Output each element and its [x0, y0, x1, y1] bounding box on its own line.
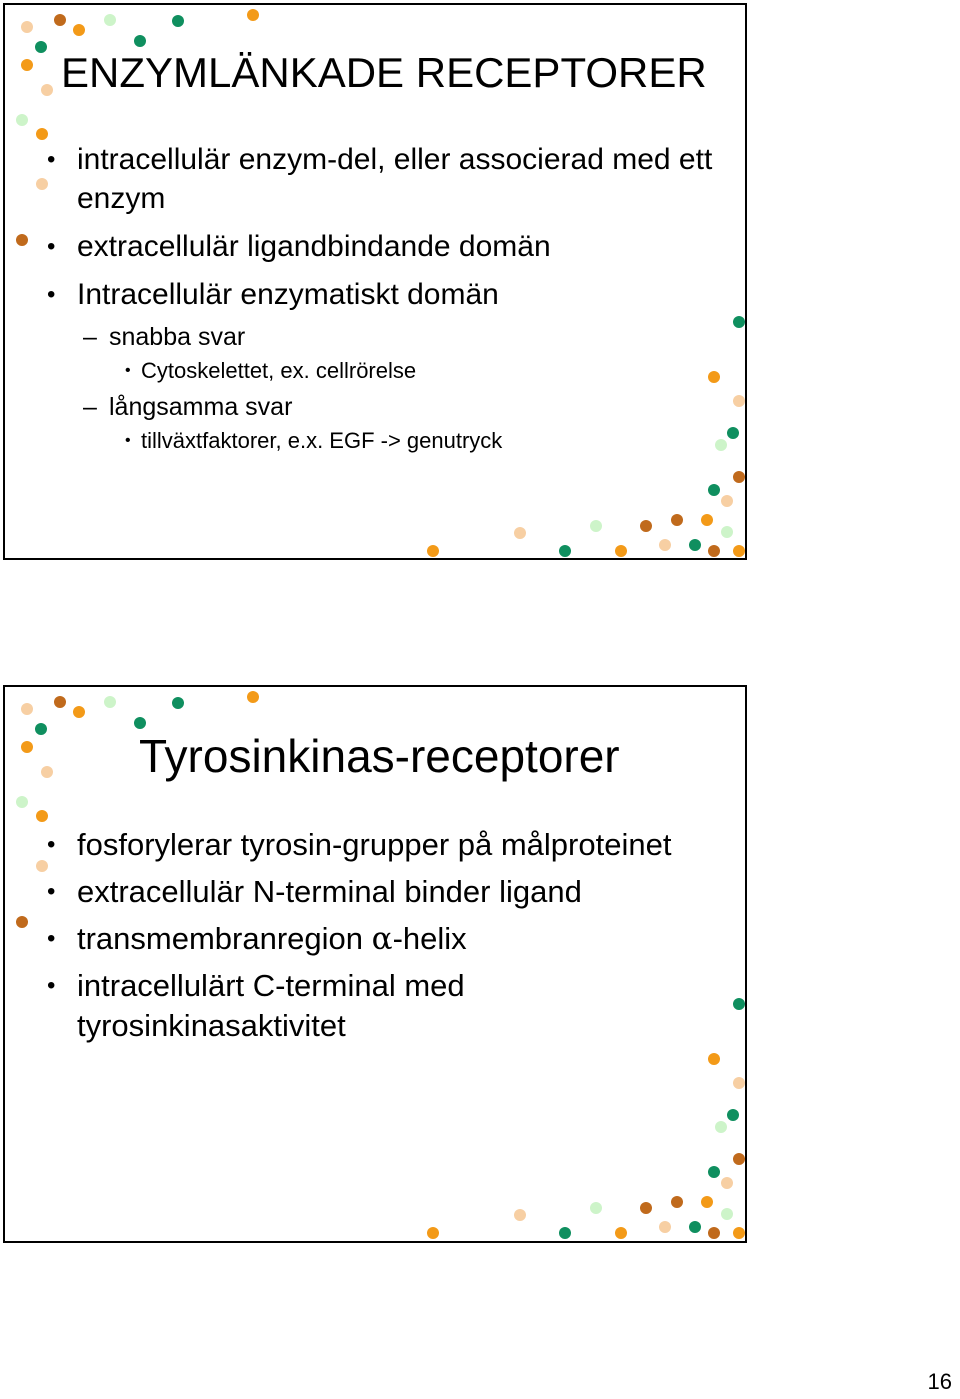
- decorative-dot: [21, 703, 33, 715]
- decorative-dot: [733, 545, 745, 557]
- decorative-dot: [54, 14, 66, 26]
- decorative-dot: [35, 723, 47, 735]
- helix-prefix: transmembranregion: [77, 921, 372, 956]
- decorative-dot: [640, 1202, 652, 1214]
- decorative-dot: [427, 1227, 439, 1239]
- decorative-dot: [659, 1221, 671, 1233]
- bullet-item: • Intracellulär enzymatiskt domän: [45, 275, 735, 314]
- decorative-dot: [21, 59, 33, 71]
- decorative-dot: [689, 539, 701, 551]
- decorative-dot: [708, 1227, 720, 1239]
- bullet-list: [45, 825, 735, 1053]
- decorative-dot: [721, 1208, 733, 1220]
- decorative-dot: [590, 520, 602, 532]
- decorative-dot: [701, 1196, 713, 1208]
- decorative-dot: [16, 114, 28, 126]
- decorative-dot: [559, 1227, 571, 1239]
- decorative-dot: [41, 766, 53, 778]
- decorative-dot: [134, 35, 146, 47]
- page-number: 16: [927, 1369, 952, 1394]
- bullet-item-helix: [45, 919, 735, 959]
- decorative-dot: [671, 1196, 683, 1208]
- slide-title: Tyrosinkinas-receptorer: [139, 730, 620, 782]
- bullet-item: • extracellulär ligandbindande domän: [45, 227, 735, 266]
- decorative-dot: [514, 1209, 526, 1221]
- decorative-dot: [733, 471, 745, 483]
- decorative-dot: [54, 696, 66, 708]
- decorative-dot: [727, 1109, 739, 1121]
- decorative-dot: [172, 697, 184, 709]
- decorative-dot: [615, 1227, 627, 1239]
- slide-tyrosinkinas-receptorer: [3, 685, 747, 1243]
- decorative-dot: [36, 128, 48, 140]
- decorative-dot: [21, 21, 33, 33]
- decorative-dot: [708, 484, 720, 496]
- decorative-dot: [701, 514, 713, 526]
- decorative-dot: [41, 84, 53, 96]
- decorative-dot: [715, 1121, 727, 1133]
- decorative-dot: [35, 41, 47, 53]
- bullet-item: • intracellulärt C-terminal med tyrosinkinasaktivitet: [45, 966, 735, 1046]
- decorative-dot: [733, 1153, 745, 1165]
- bullet-list: [45, 140, 735, 463]
- slide-enzymlankade-receptorer: [3, 3, 747, 560]
- sub-sub-bullet-item: • tillväxtfaktorer, e.x. EGF -> genutryck: [45, 427, 735, 455]
- decorative-dot: [590, 1202, 602, 1214]
- decorative-dot: [73, 706, 85, 718]
- sub-bullet-item: – snabba svar: [45, 321, 735, 353]
- decorative-dot: [134, 717, 146, 729]
- decorative-dot: [671, 514, 683, 526]
- decorative-dot: [708, 1053, 720, 1065]
- decorative-dot: [659, 539, 671, 551]
- decorative-dot: [104, 696, 116, 708]
- decorative-dot: [36, 810, 48, 822]
- decorative-dot: [721, 526, 733, 538]
- decorative-dot: [247, 9, 259, 21]
- decorative-dot: [16, 234, 28, 246]
- decorative-dot: [16, 916, 28, 928]
- sub-bullet-item: – långsamma svar: [45, 391, 735, 423]
- decorative-dot: [615, 545, 627, 557]
- decorative-dot: [708, 545, 720, 557]
- decorative-dot: [721, 495, 733, 507]
- decorative-dot: [514, 527, 526, 539]
- decorative-dot: [708, 1166, 720, 1178]
- decorative-dot: [247, 691, 259, 703]
- slide-title: ENZYMLÄNKADE RECEPTORER: [61, 49, 707, 96]
- bullet-item: • fosforylerar tyrosin-grupper på målproteinet: [45, 825, 735, 865]
- sub-sub-bullet-item: • Cytoskelettet, ex. cellrörelse: [45, 357, 735, 385]
- decorative-dot: [172, 15, 184, 27]
- decorative-dot: [640, 520, 652, 532]
- bullet-item: • extracellulär N-terminal binder ligand: [45, 872, 735, 912]
- decorative-dot: [689, 1221, 701, 1233]
- decorative-dot: [733, 1227, 745, 1239]
- helix-suffix: -helix: [392, 921, 467, 956]
- decorative-dot: [733, 1077, 745, 1089]
- bullet-item: • intracellulär enzym-del, eller associerad med ett enzym: [45, 140, 735, 218]
- decorative-dot: [21, 741, 33, 753]
- decorative-dot: [104, 14, 116, 26]
- decorative-dot: [721, 1177, 733, 1189]
- decorative-dot: [73, 24, 85, 36]
- alpha-symbol: α: [371, 921, 393, 957]
- decorative-dot: [559, 545, 571, 557]
- decorative-dot: [16, 796, 28, 808]
- decorative-dot: [427, 545, 439, 557]
